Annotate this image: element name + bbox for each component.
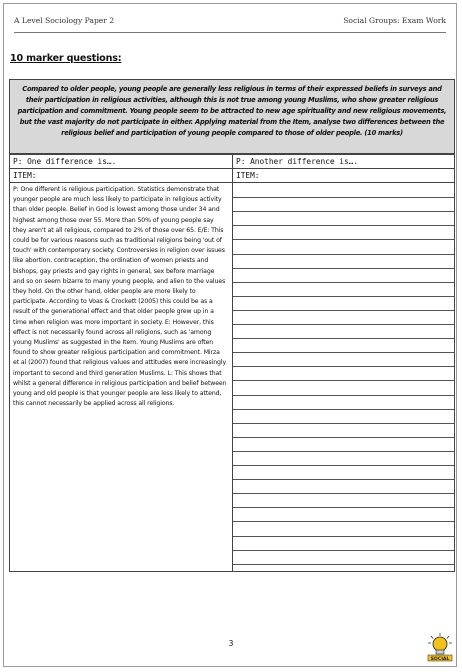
- header-divider: [14, 32, 446, 33]
- writing-line: [233, 254, 454, 255]
- writing-line: [233, 282, 454, 283]
- left-item-label: ITEM:: [10, 169, 232, 183]
- writing-line: [233, 507, 454, 508]
- answer-column-left: [10, 155, 233, 571]
- writing-line: [233, 564, 454, 565]
- lightbulb-logo-icon: [425, 632, 455, 664]
- right-item-label: ITEM:: [233, 169, 454, 183]
- writing-line: [233, 239, 454, 240]
- writing-line: [233, 352, 454, 353]
- writing-line: [233, 296, 454, 297]
- writing-line: [233, 536, 454, 537]
- page-number: 3: [228, 639, 234, 648]
- writing-line: [233, 465, 454, 466]
- writing-line: [233, 437, 454, 438]
- writing-lines[interactable]: [233, 183, 454, 571]
- writing-line: [233, 395, 454, 396]
- writing-line: [233, 550, 454, 551]
- writing-line: [233, 197, 454, 198]
- model-answer-text: P: One different is religious participation. Statistics demonstrate that younger people are much less likely to participate in religious activity than older people. Belief in God is lowest among those under 34 and highest among those over 55. More than 50% of young people say they aren't at all religious, compared to 2% of those over 65. E/E: This could be for various reasons such as traditional religions being 'out of touch' with contemporary society. Controversies in religion over issues like abortion, contraception, the ordination of women priests and bishops, gay priests and gay rights in general, sex before marriage and so on seem bizarre to many young people, and alien to the values they hold. On the other hand, older people are more likely to participate. According to Voas & Crockett (2005) this could be as a result of the generational effect and that older people grew up in a time when religion was more important in society. E: However, this effect is not necessarily found across all religions, such as 'among young Muslims' as suggested in the Item. Young Muslims are often found to show greater religious participation and commitment. Mirza et al (2007) found that religious values and attitudes were increasingly important to second and third generation Muslims. L: This shows that whilst a general difference in religious participation and belief between young and old people is that younger people are less likely to attend, this cannot necessarily be applied across all religions.: [13, 186, 227, 408]
- answer-column-right: [233, 155, 454, 571]
- section-title: 10 marker questions:: [10, 53, 122, 64]
- right-point-label: P: Another difference is….: [233, 155, 454, 169]
- page-header: [14, 16, 446, 30]
- writing-line: [233, 479, 454, 480]
- writing-line: [233, 409, 454, 410]
- writing-line: [233, 380, 454, 381]
- writing-line: [233, 521, 454, 522]
- header-topic-title: Social Groups: Exam Work: [343, 16, 446, 25]
- writing-line: [233, 423, 454, 424]
- header-course-title: A Level Sociology Paper 2: [14, 16, 115, 25]
- writing-line: [233, 268, 454, 269]
- writing-line: [233, 493, 454, 494]
- left-point-label: P: One difference is….: [10, 155, 232, 169]
- answer-table: [9, 154, 455, 572]
- writing-line: [233, 310, 454, 311]
- writing-line: [233, 451, 454, 452]
- writing-line: [233, 211, 454, 212]
- question-box: Compared to older people, young people are generally less religious in terms of their expressed beliefs in surveys and their participation in religious activities, although this is not true among young Muslims, who show greater religious participation and commitment. Young people seem to be attracted to new age spirituality and new religious movements, but the vast majority do not participate in either. Applying material from the Item, analyse two differences between the religious belief and participation of young people compared to those of older people. (10 marks): [9, 79, 455, 154]
- writing-line: [233, 225, 454, 226]
- writing-line: [233, 338, 454, 339]
- writing-line: [233, 366, 454, 367]
- writing-line: [233, 324, 454, 325]
- logo-text: SOCIAL: [430, 656, 450, 662]
